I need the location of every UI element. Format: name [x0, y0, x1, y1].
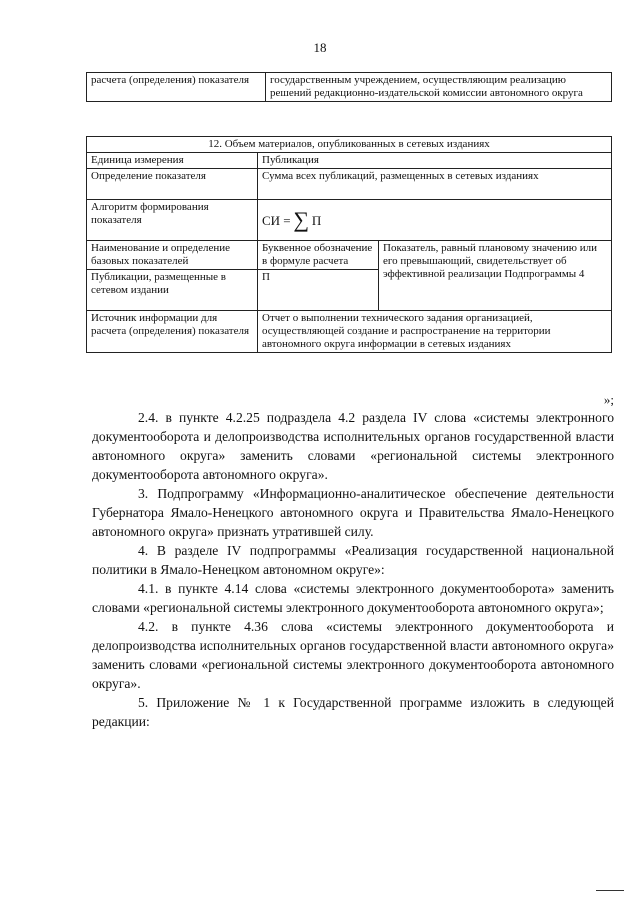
closing-quote: »; — [603, 392, 614, 407]
source-value: Отчет о выполнении технического задания организацией, осуществляющей создание и распространение на территории автономного округа информации в сетевых изданиях — [258, 311, 612, 353]
footer-rule — [596, 890, 624, 891]
unit-value: Публикация — [258, 153, 612, 169]
page-number: 18 — [313, 40, 327, 55]
paragraph-4-1: 4.1. в пункте 4.14 слова «системы электронного документооборота» заменить словами «региональной системы электронного документооборота автономного округа»; — [92, 581, 614, 615]
definition-label: Определение показателя — [87, 169, 258, 200]
formula-lhs: СИ = — [262, 212, 291, 228]
paragraph-5: 5. Приложение № 1 к Государственной программе изложить в следующей редакции: — [92, 695, 614, 729]
definition-value: Сумма всех публикаций, размещенных в сетевых изданиях — [258, 169, 612, 200]
cell-top-left: расчета (определения) показателя — [87, 73, 266, 102]
table-top-fragment — [86, 72, 612, 102]
paragraph-3: 3. Подпрограмму «Информационно-аналитическое обеспечение деятельности Губернатора Ямало-Ненецкого автономного округа и Правительства Ямало-Ненецкого автономного округа» признать утратившей силу. — [92, 486, 614, 539]
publications-letter: П — [258, 270, 379, 311]
paragraph-4: 4. В разделе IV подпрограммы «Реализация государственной национальной политики в Ямало-Ненецком автономном округе»: — [92, 543, 614, 577]
cell-top-right: государственным учреждением, осуществляющим реализацию решений редакционно-издательской комиссии автономного округа — [266, 73, 612, 102]
body-text — [92, 408, 614, 731]
base-indicators-label: Наименование и определение базовых показателей — [87, 241, 258, 270]
formula-rhs: П — [311, 212, 322, 228]
paragraph-4-2: 4.2. в пункте 4.36 слова «системы электронного документооборота и делопроизводства исполнительных органов государственной власти автономного округа» заменить словами «региональной системы электронного документооборота автономного округа». — [92, 619, 614, 691]
algorithm-label: Алгоритм формирования показателя — [87, 200, 258, 241]
source-label: Источник информации для расчета (определения) показателя — [87, 311, 258, 353]
indicator-table — [86, 136, 612, 353]
unit-label: Единица измерения — [87, 153, 258, 169]
paragraph-2-4: 2.4. в пункте 4.2.25 подраздела 4.2 раздела IV слова «системы электронного документооборота и делопроизводства исполнительных органов государственной власти автономного округа» заменить словами «региональной системы электронного документооборота автономного округа». — [92, 410, 614, 482]
letter-label: Буквенное обозначение в формуле расчета — [258, 241, 379, 270]
algorithm-formula — [258, 200, 612, 241]
table-title: 12. Объем материалов, опубликованных в сетевых изданиях — [87, 137, 612, 153]
indicator-note: Показатель, равный плановому значению или его превышающий, свидетельствует об эффективной реализации Подпрограммы 4 — [379, 241, 612, 311]
publications-label: Публикации, размещенные в сетевом издании — [87, 270, 258, 311]
sum-sign: ∑ — [293, 207, 310, 232]
